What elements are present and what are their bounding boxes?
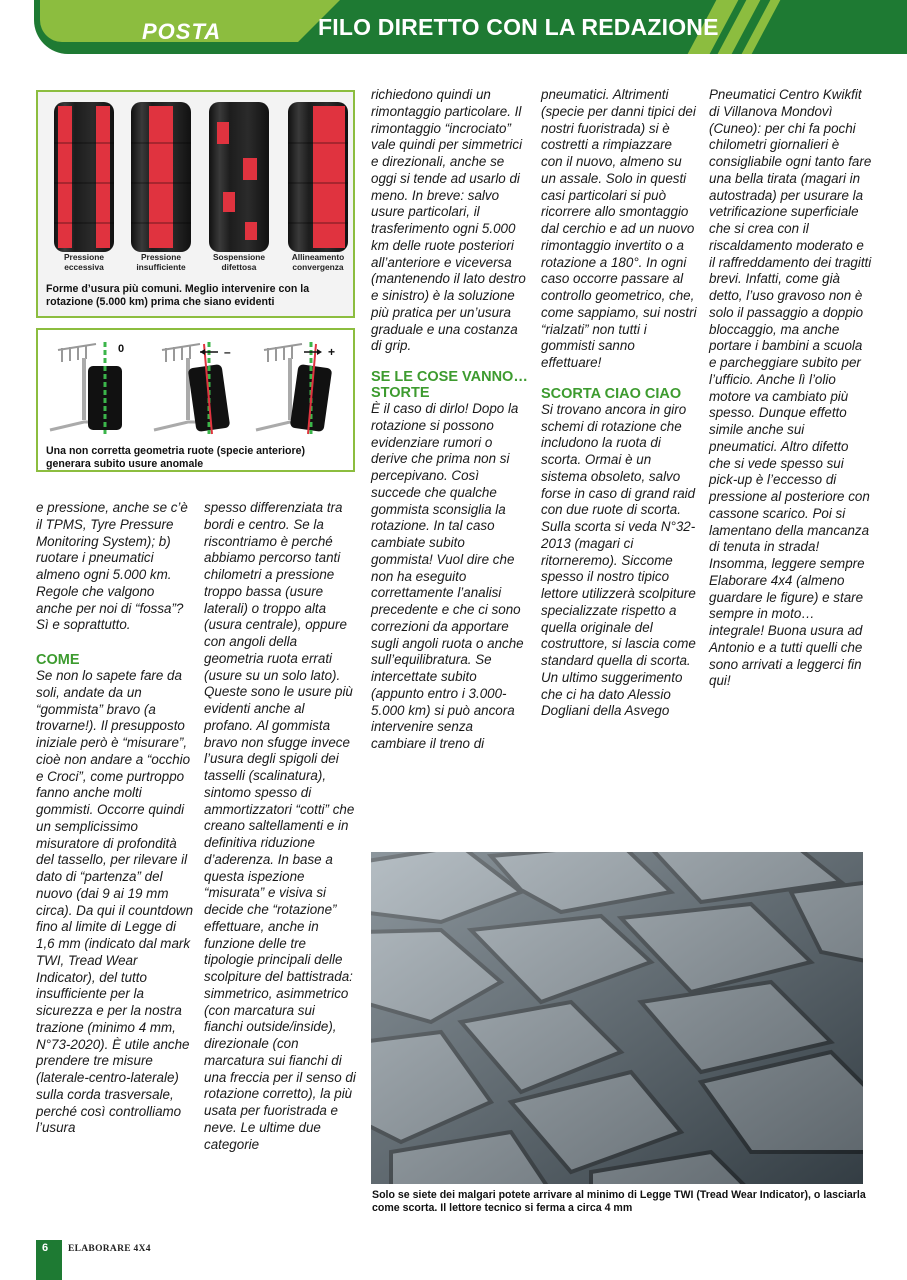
wheel-geometry-diagram xyxy=(148,338,246,438)
paragraph: Se non lo sapete fare da soli, andate da un “gommista” bravo (a trovarne!). Il presupposto iniziale però è “misurare”, cioè non andare a “occhio e Croci”, come purtroppo fanno anche molti gommisti. Occorre quindi un semplicissimo misuratore di profondità del tassello, per rilevare il dato di “partenza” del nuovo (dai 9 ai 19 mm circa). Da qui il countdown fino al limite di Legge di 1,6 mm (indicato dal mark TWI, Tread Wear Indicator), del tutto insufficiente per la sicurezza e per la nostra trazione (minimo 4 mm, N°73-2020). È utile anche prendere tre misure (laterale-centro-laterale) sulla corda trasversale, perché così controlliamo l’usura xyxy=(36,668,194,1136)
paragraph: È il caso di dirlo! Dopo la rotazione si possono evidenziare rumori o derive che prima non si percepivano. Così succede che qualche gommista sconsiglia la rotazione. In tal caso cambiate subito gommista! Vuol dire che non ha eseguito correttamente l’analisi precedente e che ci sono correzioni da apportare sugli angoli ruota o anche sull’equilibratura. Se intercettate subito (appunto entro i 3.000-5.000 km) si può ancora intervenire senza cambiare il treno di xyxy=(371,401,524,751)
text-column-1 xyxy=(36,500,194,1137)
text-column-3 xyxy=(371,87,529,753)
wheel-geometry-diagram xyxy=(250,338,348,438)
paragraph: e pressione, anche se c’è il TPMS, Tyre Pressure Monitoring System); b) ruotare i pneumatici almeno ogni 5.000 km. Regole che valgono anche per noi di “fossa”? Sì e soprattutto. xyxy=(36,500,188,633)
page-number: 6 xyxy=(42,1242,49,1254)
tyre-illustration xyxy=(54,102,114,252)
subheading: SE LE COSE VANNO… STORTE xyxy=(371,369,528,401)
wheel-geometry-diagram xyxy=(44,338,142,438)
tyre-label: Pressione insufficiente xyxy=(136,252,186,272)
subheading: COME xyxy=(36,652,80,668)
camber-sign: + xyxy=(328,345,336,359)
section-tag: POSTA xyxy=(142,19,222,44)
paragraph: pneumatici. Altrimenti (specie per danni tipici dei nostri fuoristrada) si è costretti a rimpiazzare con il nuovo, almeno su un assale. Solo in questi casi particolari si può ricorrere allo smontaggio dal cerchio e ad un nuovo rimontaggio invertito o a rotazione a 180°. In ogni caso occorre passare al controllo geometrico, che, come sappiamo, sui nostri “rialzati” non tutti i gommisti sanno effettuare! xyxy=(541,87,697,370)
paragraph: Pneumatici Centro Kwikfit di Villanova Mondovì (Cuneo): per chi fa pochi chilometri giornalieri è consigliabile ogni tanto fare una bella tirata (magari in autostrada) per usurare la vetrificazione superficiale che si crea con il riscaldamento moderato e il raffreddamento dei tragitti brevi. Infatti, come già detto, l’uso gravoso non è solo il passaggio a doppio bloccaggio, ma anche portare i bambini a scuola e parcheggiare subito per l’ufficio. Anche lì l’olio motore va cambiato più spesso. Dunque effetto simile anche sui pneumatici. Altro difetto che si vede spesso sui pick-up è l’eccesso di pressione al posteriore con cassone scarico. Poi si lamentano della mancanza di tenuta in strada! Insomma, leggere sempre Elaborare 4x4 (almeno guardare le figure) e stare sempre in moto… integrale! Buona usura ad Antonio e a tutti quelli che sono arrivati a leggerci fin qui! xyxy=(709,87,872,689)
figure-caption: Forme d’usura più comuni. Meglio intervenire con la rotazione (5.000 km) prima che siano evidenti xyxy=(46,283,310,308)
camber-sign: – xyxy=(224,345,231,359)
figure-caption: Una non corretta geometria ruote (specie anteriore) generara subito usure anomale xyxy=(46,445,306,470)
tyre-label: Pressione eccessiva xyxy=(63,252,105,272)
text-column-4 xyxy=(541,87,697,720)
worn-tread-image xyxy=(371,852,863,1184)
magazine-name: ELABORARE 4X4 xyxy=(68,1244,151,1254)
photo-caption: Solo se siete dei malgari potete arrivare al minimo di Legge TWI (Tread Wear Indicator), o lasciarla come scorta. Il lettore tecnico si ferma a circa 4 mm xyxy=(372,1189,866,1214)
subheading: SCORTA CIAO CIAO xyxy=(541,385,682,402)
tread-photo xyxy=(371,852,863,1184)
tyre-illustration xyxy=(131,102,191,252)
tyre-illustration xyxy=(288,102,348,252)
figure-tyre-wear xyxy=(36,90,355,318)
camber-sign: 0 xyxy=(118,343,125,355)
paragraph: spesso differenziata tra bordi e centro. Se la riscontriamo è perché abbiamo percorso tanti chilometri a pressione troppo bassa (usure laterali) o troppo alta (usura centrale), oppure con angoli della geometria ruota errati (usure su un solo lato). Queste sono le usure più evidenti anche al profano. Al gommista bravo non sfugge invece l’usura degli spigoli dei tasselli (scalinatura), sintomo spesso di ammortizzatori “cotti” che creano saltellamenti e in definitiva riduzione d’aderenza. In base a questa ispezione “misurata” e visiva si decide che “rotazione” effettuare, anche in funzione delle tre tipologie principali delle scolpiture del battistrada: simmetrico, asimmetrico (con marcatura sui fianchi outside/inside), direzionale (con marcatura sui fianchi di una freccia per il senso di rotazione corretto), la più usata per fuoristrada e neve. Le ultime due categorie xyxy=(204,500,356,1152)
text-column-5 xyxy=(709,87,873,690)
page-number-tab xyxy=(36,1240,62,1280)
tyre-label: Allineamento convergenza xyxy=(291,252,345,272)
tyre-illustration xyxy=(209,102,269,252)
figure-wheel-geometry xyxy=(36,328,355,472)
paragraph: Si trovano ancora in giro schemi di rotazione che includono la ruota di scorta. Ormai è un sistema obsoleto, salvo forse in caso di grand raid con due ruote di scorta. Sulla scorta si veda N°32-2013 (magari ci ritorneremo). Siccome spesso il nostro tipico lettore utilizzerà scolpiture specializzate rispetto a quella originale del costruttore, si lascia come standard quella di scorta. Un ultimo suggerimento che ci ha dato Alessio Dogliani della Asvego xyxy=(541,401,696,719)
page-title: FILO DIRETTO CON LA REDAZIONE xyxy=(318,14,719,40)
tyre-label: Sospensione difettosa xyxy=(212,252,266,272)
paragraph: richiedono quindi un rimontaggio particolare. Il rimontaggio “incrociato” vale quindi per simmetrici e direzionali, anche se oggi si tende ad usarlo di meno. In breve: salvo usure particolari, il trasferimento ogni 5.000 km delle ruote posteriori all’anteriore e viceversa (mantenendo il lato destro e sinistro) è la soluzione più pratica per un’usura graduale e una costanza di grip. xyxy=(371,87,526,354)
text-column-2 xyxy=(204,500,356,1153)
